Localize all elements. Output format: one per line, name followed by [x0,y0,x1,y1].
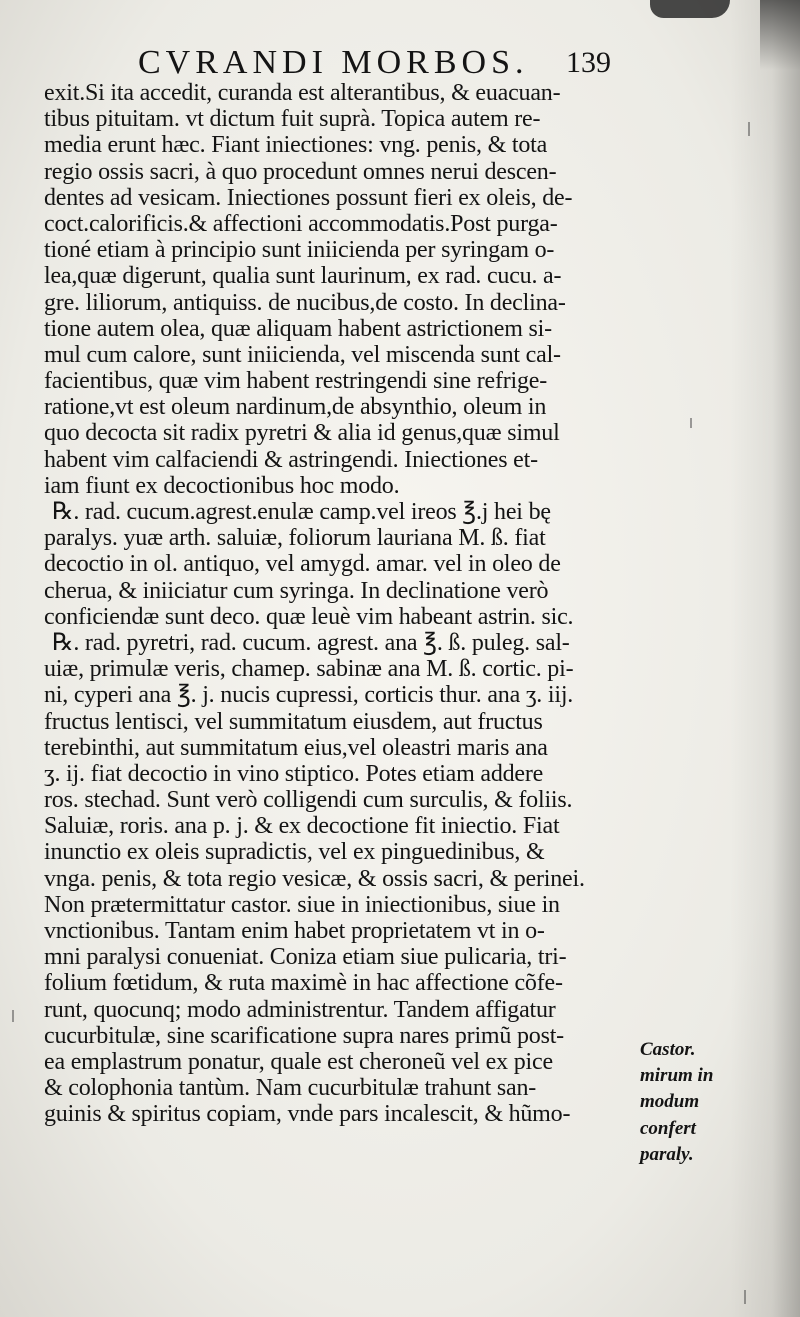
text-line: ni, cyperi ana ℥. j. nucis cupressi, corticis thur. ana ʒ. iij. [44,682,574,709]
text-line: ea emplastrum ponatur, quale est cheroneũ vel ex pice [44,1048,553,1075]
margin-note-line: confert [640,1117,696,1139]
text-line: & colophonia tantùm. Nam cucurbitulæ trahunt san- [44,1075,537,1102]
page-corner-shadow [760,0,800,70]
text-line: mni paralysi conueniat. Coniza etiam siue pulicaria, tri- [44,944,567,971]
text-line: ratione,vt est oleum nardinum,de absynthio, oleum in [44,394,547,421]
text-line: folium fœtidum, & ruta maximè in hac affectione cõfe- [44,970,563,997]
text-line: media erunt hæc. Fiant iniectiones: vng. penis, & tota [44,132,548,159]
text-line: iam fiunt ex decoctionibus hoc modo. [44,472,400,499]
text-line: tibus pituitam. vt dictum fuit suprà. Topica autem re- [44,106,541,133]
text-line: lea,quæ digerunt, qualia sunt laurinum, ex rad. cucu. a- [44,263,562,290]
text-line: ℞. rad. pyretri, rad. cucum. agrest. ana ℥. ß. puleg. sal- [52,629,570,656]
text-line: quo decocta sit radix pyretri & alia id genus,quæ simul [44,420,560,447]
stray-mark [12,1010,14,1022]
body-text [44,80,634,1128]
stray-mark [744,1290,746,1304]
text-line: dentes ad vesicam. Iniectiones possunt fieri ex oleis, de- [44,184,573,211]
margin-note [640,1037,790,1168]
text-line: tione autem olea, quæ aliquam habent astrictionem si- [44,315,552,342]
text-line: ros. stechad. Sunt verò colligendi cum surculis, & foliis. [44,787,573,814]
text-line: cucurbitulæ, sine scarificatione supra nares primũ post- [44,1022,564,1049]
text-line: coct.calorificis.& affectioni accommodatis.Post purga- [44,210,558,237]
text-line: Non prætermittatur castor. siue in iniectionibus, siue in [44,891,560,918]
stray-mark [748,122,750,136]
text-line: tioné etiam à principio sunt iniicienda per syringam o- [44,237,555,264]
text-line: exit.Si ita accedit, curanda est alterantibus, & euacuan- [44,80,561,106]
text-line: paralys. yuæ arth. saluiæ, foliorum lauriana M. ß. fiat [44,525,546,552]
page-number: 139 [566,46,611,79]
text-line: ℞. rad. cucum.agrest.enulæ camp.vel ireos ℥.j hei bę [52,499,551,525]
margin-note-line: modum [640,1091,700,1113]
text-line: runt, quocunq; modo administrentur. Tandem affigatur [44,996,556,1023]
text-line: conficiendæ sunt deco. quæ leuè vim habeant astrin. sic. [44,603,574,630]
margin-note-line: Castor. [640,1039,696,1060]
text-line: regio ossis sacri, à quo procedunt omnes nerui descen- [44,158,557,185]
text-line: Saluiæ, roris. ana p. j. & ex decoctione fit iniectio. Fiat [44,813,560,840]
stray-mark [690,418,692,428]
text-line: habent vim calfaciendi & astringendi. Iniectiones et- [44,446,538,473]
text-line: decoctio in ol. antiquo, vel amygd. amar. vel in oleo de [44,551,561,578]
text-line: inunctio ex oleis supradictis, vel ex pinguedinibus, & [44,839,545,866]
text-line: terebinthi, aut summitatum eius,vel oleastri maris ana [44,734,548,761]
text-line: facientibus, quæ vim habent restringendi sine refrige- [44,368,548,395]
margin-note-line: mirum in [640,1065,714,1087]
text-line: fructus lentisci, vel summitatum eiusdem, aut fructus [44,708,543,735]
page-header [130,44,650,84]
text-line: guinis & spiritus copiam, vnde pars incalescit, & hũmo- [44,1101,571,1128]
text-line: uiæ, primulæ veris, chamep. sabinæ ana M. ß. cortic. pi- [44,656,574,683]
text-line: ʒ. ij. fiat decoctio in vino stiptico. Potes etiam addere [44,760,544,787]
text-line: gre. liliorum, antiquiss. de nucibus,de costo. In declina- [44,289,566,316]
text-line: cherua, & iniiciatur cum syringa. In declinatione verò [44,577,549,604]
ink-blot [650,0,730,18]
text-line: mul cum calore, sunt iniicienda, vel miscenda sunt cal- [44,341,561,368]
text-line: vnga. penis, & tota regio vesicæ, & ossis sacri, & perinei. [44,865,585,892]
margin-note-line: paraly. [640,1143,694,1165]
running-title: CVRANDI MORBOS. [138,44,529,81]
text-line: vnctionibus. Tantam enim habet proprietatem vt in o- [44,918,545,944]
